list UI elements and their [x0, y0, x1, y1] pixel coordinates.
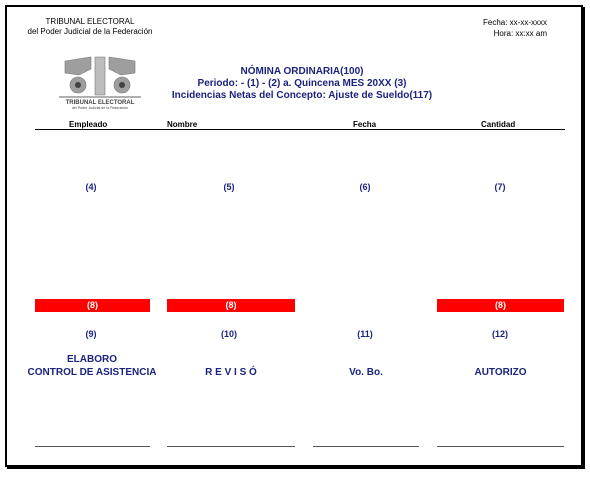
- total-bar-empleado: (8): [35, 299, 150, 312]
- sig-elaboro-line-1: ELABORO: [67, 354, 117, 365]
- print-time: Hora: xx:xx am: [493, 29, 547, 38]
- logo-text-1: TRIBUNAL ELECTORAL: [65, 100, 135, 106]
- sig-autorizo: AUTORIZO: [474, 367, 527, 378]
- placeholder-empleado: (4): [85, 182, 97, 192]
- sig-elaboro-line-2: CONTROL DE ASISTENCIA: [27, 367, 157, 378]
- header-divider: [35, 129, 565, 130]
- title-line-1: NÓMINA ORDINARIA(100): [240, 66, 364, 77]
- sig-number-11: (11): [357, 329, 373, 339]
- col-header-empleado: Empleado: [69, 120, 108, 129]
- col-header-cantidad: Cantidad: [481, 120, 516, 129]
- placeholder-fecha: (6): [359, 182, 371, 192]
- org-line-2: del Poder Judicial de la Federación: [27, 27, 153, 36]
- title-line-3: Incidencias Netas del Concepto: Ajuste de Sueldo(117): [171, 90, 433, 101]
- sig-elaboro: [19, 353, 165, 379]
- print-date: Fecha: xx-xx-xxxx: [482, 18, 547, 27]
- signature-line-vobo: [313, 446, 419, 447]
- tribunal-seal-icon: [51, 51, 149, 109]
- sig-number-9: (9): [85, 329, 97, 339]
- org-name: [15, 17, 165, 37]
- tribunal-logo: [51, 51, 149, 109]
- col-header-nombre: Nombre: [167, 120, 198, 129]
- sig-reviso: R E V I S Ó: [205, 367, 257, 378]
- sig-number-12: (12): [491, 329, 508, 339]
- title-line-2: Periodo: - (1) - (2) a. Quincena MES 20XX (3): [197, 78, 407, 89]
- signature-line-reviso: [167, 446, 295, 447]
- sig-vobo: Vo. Bo.: [349, 367, 383, 378]
- date-time: [447, 17, 547, 39]
- col-header-fecha: Fecha: [353, 120, 377, 129]
- sig-number-10: (10): [220, 329, 237, 339]
- total-bar-nombre: (8): [167, 299, 295, 312]
- report-page: [5, 5, 583, 467]
- placeholder-cantidad: (7): [494, 182, 506, 192]
- placeholder-nombre: (5): [223, 182, 235, 192]
- org-line-1: TRIBUNAL ELECTORAL: [45, 17, 135, 26]
- logo-text-2: del Poder Judicial de la Federación: [71, 106, 129, 109]
- signature-line-autorizo: [437, 446, 564, 447]
- total-bar-cantidad: (8): [437, 299, 564, 312]
- report-title: [147, 66, 457, 102]
- signature-line-elaboro: [35, 446, 150, 447]
